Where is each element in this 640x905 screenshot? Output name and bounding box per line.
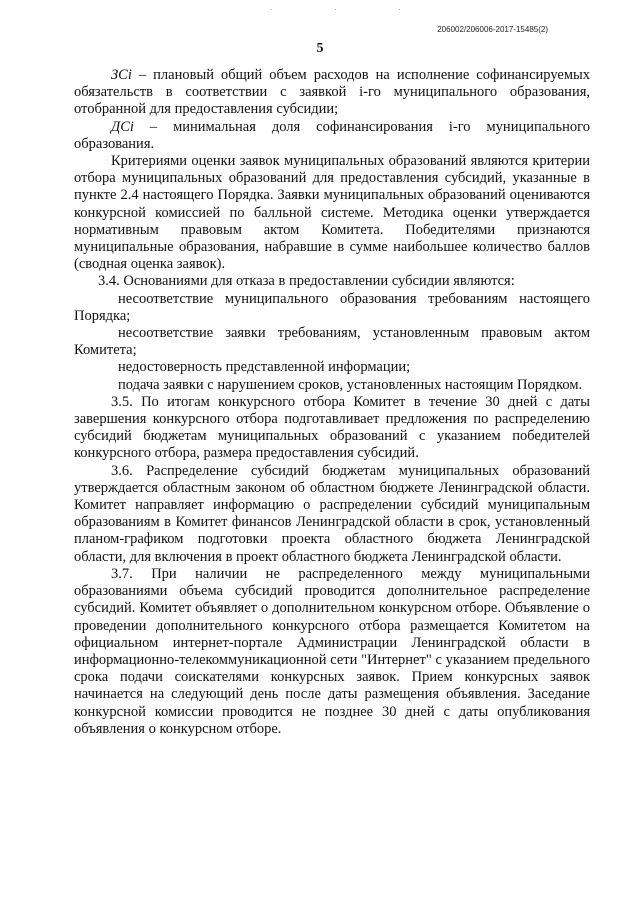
document-body [74,67,590,738]
refusal-ground-item: несоответствие заявки требованиям, установленным правовым актом Комитета; [74,325,590,359]
term-dsi: ДСi [111,118,134,135]
definition-dsi: – минимальная доля софинансирования i-го муниципального образования. [74,118,590,152]
definition-zsi: – плановый общий объем расходов на исполнение софинансируемых обязательств в соответствии с заявкой i-го муниципального образования, отобранной для предоставления субсидии; [74,67,590,118]
refusal-ground-item: подача заявки с нарушением сроков, установленных настоящим Порядком. [118,376,583,393]
refusal-ground-item: несоответствие муниципального образования требованиям настоящего Порядка; [74,290,590,324]
paragraph-3-7: 3.7. При наличии не распределенного между муниципальными образованиями объема субсидий проводится дополнительное распределение субсидий. Комитет объявляет о дополнительном конкурсном отборе. Объявление о проведении дополнительного конкурсного отбора размещается Комитетом на официальном интернет-портале Администрации Ленинградской области в информационно-телекоммуникационной сети "Интернет" с указанием предельного срока подачи соискателями конкурсных заявок. Прием конкурсных заявок начинается на следующий день после даты размещения объявления. Заседание конкурсной комиссии проводится не позднее 30 дней с даты опубликования объявления о конкурсном отборе. [74,565,590,737]
paragraph-3-6: 3.6. Распределение субсидий бюджетам муниципальных образований утверждается областным законом об областном бюджете Ленинградской области. Комитет направляет информацию о распределении субсидий муниципальным образованиям в Комитет финансов Ленинградской области в срок, установленный планом-графиком подготовки проекта областного бюджета Ленинградской области, для включения в проект областного бюджета Ленинградской области. [74,462,590,565]
page-number: 5 [316,41,324,56]
paragraph-evaluation-criteria: Критериями оценки заявок муниципальных образований являются критерии отбора муниципальных образований для предоставления субсидий, указанные в пункте 2.4 настоящего Порядка. Заявки муниципальных образований оцениваются конкурсной комиссией по балльной системе. Методика оценки утверждается нормативным правовым актом Комитета. Победителями признаются муниципальные образования, набравшие в сумме наибольшее количество баллов (сводная оценка заявок). [74,153,590,273]
paragraph-dsi-definition [74,119,590,153]
paragraph-3-5: 3.5. По итогам конкурсного отбора Комитет в течение 30 дней с даты завершения конкурсного отбора подготавливает предложения по распределению субсидий бюджетам муниципальных образований с указанием победителей конкурсного отбора, размера предоставления субсидий. [74,393,590,462]
term-zsi: ЗСi [111,67,132,83]
paragraph-zsi-definition [74,67,590,119]
document-id: 206002/206006-2017-15485(2) [437,25,548,34]
refusal-ground-item: недостоверность представленной информации; [118,359,411,376]
paragraph-3-4-refusal-grounds: 3.4. Основаниями для отказа в предоставлении субсидии являются: [98,273,515,290]
scan-marks: · · · [270,6,431,14]
